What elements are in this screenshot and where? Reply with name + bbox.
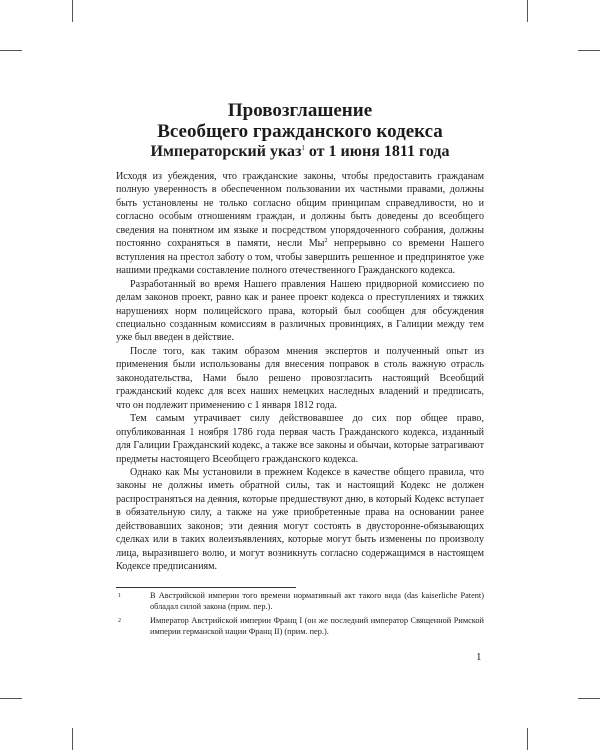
footnote-ref-2[interactable]: 2 <box>324 238 328 245</box>
title-block <box>100 100 500 162</box>
crop-mark-left-bottom <box>0 698 22 699</box>
crop-mark-right-top <box>578 50 600 51</box>
page-number: 1 <box>476 651 482 663</box>
footnote-1-number: 1 <box>118 593 121 599</box>
paragraph-5: Однако как Мы установили в прежнем Кодексе в качестве общего правила, что законы не должны иметь обратной силы, так и настоящий Кодекс не должен распространяться на деяния, которые предшествуют дню, в который Кодекс вступает в обязательную силу, а также на уже приобретенные права на основании ранее действовавших законов; эти деяния могут состоять в двусторонне-обязывающих сделках или в таких волеизъявлениях, которые могут быть изменены по произволу лица, выразившего волю, и могут возникнуть согласно содержащимся в настоящем Кодексе предписаниям. <box>116 466 484 573</box>
footnote-2-number: 2 <box>118 618 121 625</box>
footnote-1 <box>116 591 484 612</box>
footnote-1-text: В Австрийской империи того времени нормативный акт такого вида (das kaiserliche Patent) обладал силой закона (прим. пер.). <box>150 591 484 611</box>
paragraph-1 <box>116 170 484 278</box>
subtitle-part-2: от 1 июня 1811 года <box>304 143 450 160</box>
crop-mark-left-top <box>0 50 22 51</box>
paragraph-3: После того, как таким образом мнения экспертов и полученный опыт из применения были использованы для внесения поправок в столь важную отрасль законодательства, Нами было решено провозгласить настоящий Всеобщий гражданский кодекс для всех наших немецких наследных владений и предписать, что он подлежит применению с 1 января 1812 года. <box>116 345 484 411</box>
title-line-2: Всеобщего гражданского кодекса <box>157 121 443 142</box>
paragraph-1-part-2: непрерывно со времени Нашего вступления на престол заботу о том, чтобы завершить решенное и предпринятое уже нашими предками составление полного отечественного Гражданского кодекса. <box>116 238 484 277</box>
crop-mark-top-left <box>72 0 73 22</box>
crop-mark-bottom-right <box>527 728 528 750</box>
crop-mark-right-bottom <box>578 698 600 699</box>
subtitle <box>100 142 500 162</box>
footnote-ref-1[interactable]: 1 <box>301 144 305 152</box>
paragraph-4: Тем самым утрачивает силу действовавшее до сих пор общее право, опубликованная 1 ноября 1786 года первая часть Гражданского кодекса, изданный для Галиции Гражданский кодекс, а также все законы и обычаи, которые затрагивают предметы настоящего Всеобщего гражданского кодекса. <box>116 413 484 465</box>
paragraph-2: Разработанный во время Нашего правления Нашею придворной комиссиею по делам законов проект, равно как и ранее проект кодекса о преступлениях и тяжких нарушениях норм полицейского права, который был сообщен для обсуждения специально созданным комиссиям в различных провинциях, в Галиции между тем уже был введен в действие. <box>116 278 484 344</box>
paragraph-1-part-1: Исходя из убеждения, что гражданские законы, чтобы предоставить гражданам полную уверенность в обеспеченном пользовании их частными правами, должны быть установлены не только согласно общим принципам справедливости, но и согласно особым отношениям граждан, и должны быть доведены до всеобщего сведения на понятном им языке и посредством упорядоченного собрания, должны постоянно сохраняться в памяти, несли Мы <box>116 171 484 250</box>
footnote-separator <box>116 587 296 588</box>
footnote-2 <box>116 616 484 637</box>
crop-mark-bottom-left <box>72 728 73 750</box>
crop-mark-top-right <box>527 0 528 22</box>
footnote-2-text: Император Австрийской империи Франц I (он же последний император Священной Римской империи германской нации Франц II) (прим. пер.). <box>150 616 484 636</box>
footnotes <box>116 591 484 641</box>
body-text <box>116 170 484 574</box>
subtitle-part-1: Императорский указ <box>150 143 302 160</box>
title-line-1: Провозглашение <box>227 100 373 121</box>
